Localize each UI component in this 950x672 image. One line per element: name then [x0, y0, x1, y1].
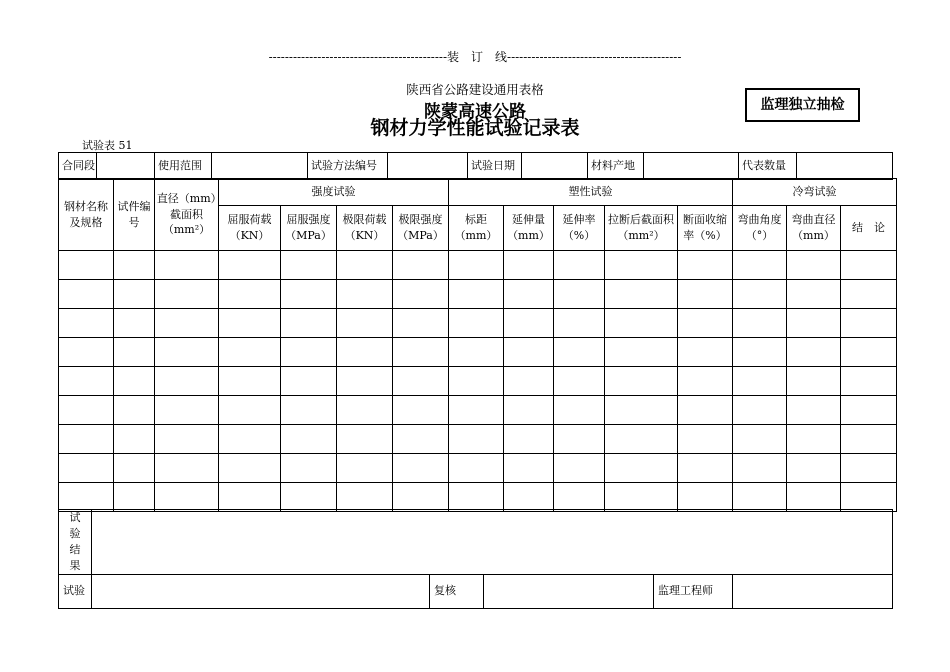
table-cell[interactable]	[678, 367, 733, 396]
col-conclusion: 结 论	[841, 206, 897, 251]
table-cell[interactable]	[605, 367, 678, 396]
table-cell[interactable]	[449, 338, 504, 367]
table-cell[interactable]	[605, 309, 678, 338]
table-cell[interactable]	[841, 251, 897, 280]
reviewer-label: 复核	[430, 574, 484, 608]
table-cell[interactable]	[281, 309, 337, 338]
table-cell[interactable]	[114, 367, 155, 396]
group-plastic: 塑性试验	[449, 179, 733, 206]
table-cell[interactable]	[114, 454, 155, 483]
supervisor-label: 监理工程师	[654, 574, 733, 608]
table-cell[interactable]	[554, 396, 605, 425]
table-cell[interactable]	[219, 425, 281, 454]
table-cell[interactable]	[337, 483, 393, 512]
origin-field[interactable]	[644, 153, 739, 180]
rep-qty-label: 代表数量	[739, 153, 797, 180]
table-cell[interactable]	[393, 425, 449, 454]
col-break-area: 拉断后截面积（mm²）	[605, 206, 678, 251]
reviewer-field[interactable]	[484, 574, 654, 608]
usage-field[interactable]	[212, 153, 308, 180]
table-cell[interactable]	[449, 483, 504, 512]
table-row	[59, 396, 897, 425]
col-yield-load: 屈服荷载（KN）	[219, 206, 281, 251]
table-cell[interactable]	[787, 309, 841, 338]
table-cell[interactable]	[219, 280, 281, 309]
table-cell[interactable]	[733, 367, 787, 396]
table-cell[interactable]	[733, 251, 787, 280]
table-cell[interactable]	[841, 454, 897, 483]
table-cell[interactable]	[733, 425, 787, 454]
table-cell[interactable]	[449, 251, 504, 280]
table-cell[interactable]	[841, 367, 897, 396]
table-cell[interactable]	[678, 454, 733, 483]
table-cell[interactable]	[337, 425, 393, 454]
table-cell[interactable]	[281, 338, 337, 367]
table-cell[interactable]	[337, 454, 393, 483]
table-cell[interactable]	[504, 367, 554, 396]
table-cell[interactable]	[841, 338, 897, 367]
table-cell[interactable]	[449, 396, 504, 425]
table-cell[interactable]	[281, 454, 337, 483]
table-cell[interactable]	[59, 425, 114, 454]
table-cell[interactable]	[155, 483, 219, 512]
group-bend: 冷弯试验	[733, 179, 897, 206]
table-cell[interactable]	[281, 280, 337, 309]
table-cell[interactable]	[114, 280, 155, 309]
table-cell[interactable]	[678, 280, 733, 309]
table-cell[interactable]	[337, 309, 393, 338]
table-cell[interactable]	[554, 425, 605, 454]
table-cell[interactable]	[155, 280, 219, 309]
contract-label: 合同段	[59, 153, 97, 180]
table-cell[interactable]	[504, 309, 554, 338]
table-cell[interactable]	[605, 280, 678, 309]
contract-field[interactable]	[97, 153, 155, 180]
table-cell[interactable]	[393, 309, 449, 338]
table-cell[interactable]	[59, 309, 114, 338]
table-cell[interactable]	[155, 309, 219, 338]
table-cell[interactable]	[787, 483, 841, 512]
table-cell[interactable]	[504, 396, 554, 425]
col-ult-strength: 极限强度（MPa）	[393, 206, 449, 251]
table-cell[interactable]	[841, 425, 897, 454]
table-cell[interactable]	[504, 251, 554, 280]
col-gauge: 标距（mm）	[449, 206, 504, 251]
col-bend-angle: 弯曲角度（°）	[733, 206, 787, 251]
table-cell[interactable]	[155, 251, 219, 280]
project-name: 陕蒙高速公路	[424, 102, 526, 122]
col-elongation: 延伸量（mm）	[504, 206, 554, 251]
col-yield-strength: 屈服强度（MPa）	[281, 206, 337, 251]
supervision-stamp: 监理独立抽检	[745, 88, 860, 122]
table-cell[interactable]	[733, 309, 787, 338]
table-cell[interactable]	[449, 454, 504, 483]
table-cell[interactable]	[219, 251, 281, 280]
binding-line: --------------------------------------------装 订 线-------------------------------------------	[268, 50, 682, 64]
table-cell[interactable]	[841, 280, 897, 309]
table-row	[59, 309, 897, 338]
col-area-reduction: 断面收缩率（%）	[678, 206, 733, 251]
table-cell[interactable]	[114, 309, 155, 338]
table-cell[interactable]	[281, 251, 337, 280]
table-cell[interactable]	[393, 483, 449, 512]
table-cell[interactable]	[219, 454, 281, 483]
table-cell[interactable]	[504, 454, 554, 483]
table-cell[interactable]	[114, 483, 155, 512]
table-cell[interactable]	[678, 309, 733, 338]
table-cell[interactable]	[114, 338, 155, 367]
table-cell[interactable]	[787, 425, 841, 454]
table-cell[interactable]	[114, 251, 155, 280]
table-cell[interactable]	[281, 367, 337, 396]
table-cell[interactable]	[787, 280, 841, 309]
table-cell[interactable]	[678, 483, 733, 512]
table-cell[interactable]	[59, 251, 114, 280]
table-cell[interactable]	[59, 338, 114, 367]
table-cell[interactable]	[554, 483, 605, 512]
table-cell[interactable]	[605, 396, 678, 425]
supervisor-field[interactable]	[733, 574, 893, 608]
table-cell[interactable]	[59, 483, 114, 512]
table-cell[interactable]	[605, 425, 678, 454]
col-specimen: 试件编号	[114, 179, 155, 251]
table-cell[interactable]	[504, 280, 554, 309]
table-cell[interactable]	[605, 338, 678, 367]
table-cell[interactable]	[281, 425, 337, 454]
table-cell[interactable]	[733, 338, 787, 367]
table-cell[interactable]	[787, 251, 841, 280]
col-bend-dia: 弯曲直径（mm）	[787, 206, 841, 251]
table-cell[interactable]	[59, 367, 114, 396]
table-cell[interactable]	[449, 425, 504, 454]
col-ult-load: 极限荷载（KN）	[337, 206, 393, 251]
table-cell[interactable]	[449, 280, 504, 309]
table-cell[interactable]	[155, 425, 219, 454]
table-cell[interactable]	[59, 280, 114, 309]
usage-label: 使用范围	[155, 153, 212, 180]
table-cell[interactable]	[504, 483, 554, 512]
table-cell[interactable]	[337, 338, 393, 367]
table-cell[interactable]	[281, 396, 337, 425]
form-number: 试验表 51	[82, 139, 133, 152]
table-cell[interactable]	[393, 251, 449, 280]
table-cell[interactable]	[787, 396, 841, 425]
origin-label: 材料产地	[588, 153, 644, 180]
table-cell[interactable]	[678, 425, 733, 454]
table-cell[interactable]	[393, 367, 449, 396]
footer-table	[58, 509, 893, 609]
table-cell[interactable]	[554, 367, 605, 396]
info-table	[58, 152, 893, 180]
method-no-label: 试验方法编号	[308, 153, 388, 180]
table-row	[59, 280, 897, 309]
table-cell[interactable]	[393, 454, 449, 483]
table-row	[59, 454, 897, 483]
table-cell[interactable]	[504, 425, 554, 454]
table-cell[interactable]	[841, 396, 897, 425]
table-row	[59, 251, 897, 280]
table-cell[interactable]	[155, 396, 219, 425]
table-cell[interactable]	[59, 396, 114, 425]
province-form-label: 陕西省公路建设通用表格	[406, 82, 544, 97]
table-cell[interactable]	[678, 338, 733, 367]
table-cell[interactable]	[841, 309, 897, 338]
table-row	[59, 483, 897, 512]
page-title: 钢材力学性能试验记录表	[370, 117, 580, 139]
table-cell[interactable]	[554, 454, 605, 483]
table-cell[interactable]	[219, 338, 281, 367]
table-cell[interactable]	[787, 454, 841, 483]
test-date-label: 试验日期	[468, 153, 522, 180]
table-cell[interactable]	[504, 338, 554, 367]
test-date-field[interactable]	[522, 153, 588, 180]
table-cell[interactable]	[733, 396, 787, 425]
table-cell[interactable]	[678, 251, 733, 280]
test-data-table	[58, 178, 897, 512]
table-cell[interactable]	[449, 367, 504, 396]
table-cell[interactable]	[219, 396, 281, 425]
table-cell[interactable]	[114, 396, 155, 425]
table-cell[interactable]	[337, 251, 393, 280]
table-cell[interactable]	[733, 454, 787, 483]
table-cell[interactable]	[219, 367, 281, 396]
table-row	[59, 338, 897, 367]
table-cell[interactable]	[281, 483, 337, 512]
col-material: 钢材名称及规格	[59, 179, 114, 251]
table-cell[interactable]	[219, 309, 281, 338]
group-strength: 强度试验	[219, 179, 449, 206]
table-cell[interactable]	[605, 454, 678, 483]
table-row	[59, 367, 897, 396]
table-cell[interactable]	[114, 425, 155, 454]
tester-label: 试验	[59, 574, 92, 608]
table-cell[interactable]	[393, 396, 449, 425]
result-field[interactable]	[92, 510, 893, 575]
table-cell[interactable]	[393, 338, 449, 367]
table-row	[59, 425, 897, 454]
table-cell[interactable]	[337, 367, 393, 396]
table-cell[interactable]	[337, 280, 393, 309]
table-cell[interactable]	[554, 280, 605, 309]
table-cell[interactable]	[787, 338, 841, 367]
table-cell[interactable]	[554, 251, 605, 280]
table-cell[interactable]	[841, 483, 897, 512]
table-cell[interactable]	[155, 338, 219, 367]
table-cell[interactable]	[59, 454, 114, 483]
result-label: 试验结果	[59, 510, 92, 575]
table-cell[interactable]	[393, 280, 449, 309]
table-cell[interactable]	[605, 483, 678, 512]
rep-qty-field[interactable]	[797, 153, 893, 180]
table-cell[interactable]	[155, 367, 219, 396]
table-cell[interactable]	[733, 483, 787, 512]
table-cell[interactable]	[155, 454, 219, 483]
table-cell[interactable]	[787, 367, 841, 396]
table-cell[interactable]	[554, 309, 605, 338]
col-diameter: 直径（mm）截面积（mm²）	[155, 179, 219, 251]
tester-field[interactable]	[92, 574, 430, 608]
table-cell[interactable]	[605, 251, 678, 280]
table-cell[interactable]	[678, 396, 733, 425]
table-cell[interactable]	[219, 483, 281, 512]
table-cell[interactable]	[733, 280, 787, 309]
table-cell[interactable]	[554, 338, 605, 367]
method-no-field[interactable]	[388, 153, 468, 180]
table-cell[interactable]	[337, 396, 393, 425]
col-elong-rate: 延伸率（%）	[554, 206, 605, 251]
table-cell[interactable]	[449, 309, 504, 338]
